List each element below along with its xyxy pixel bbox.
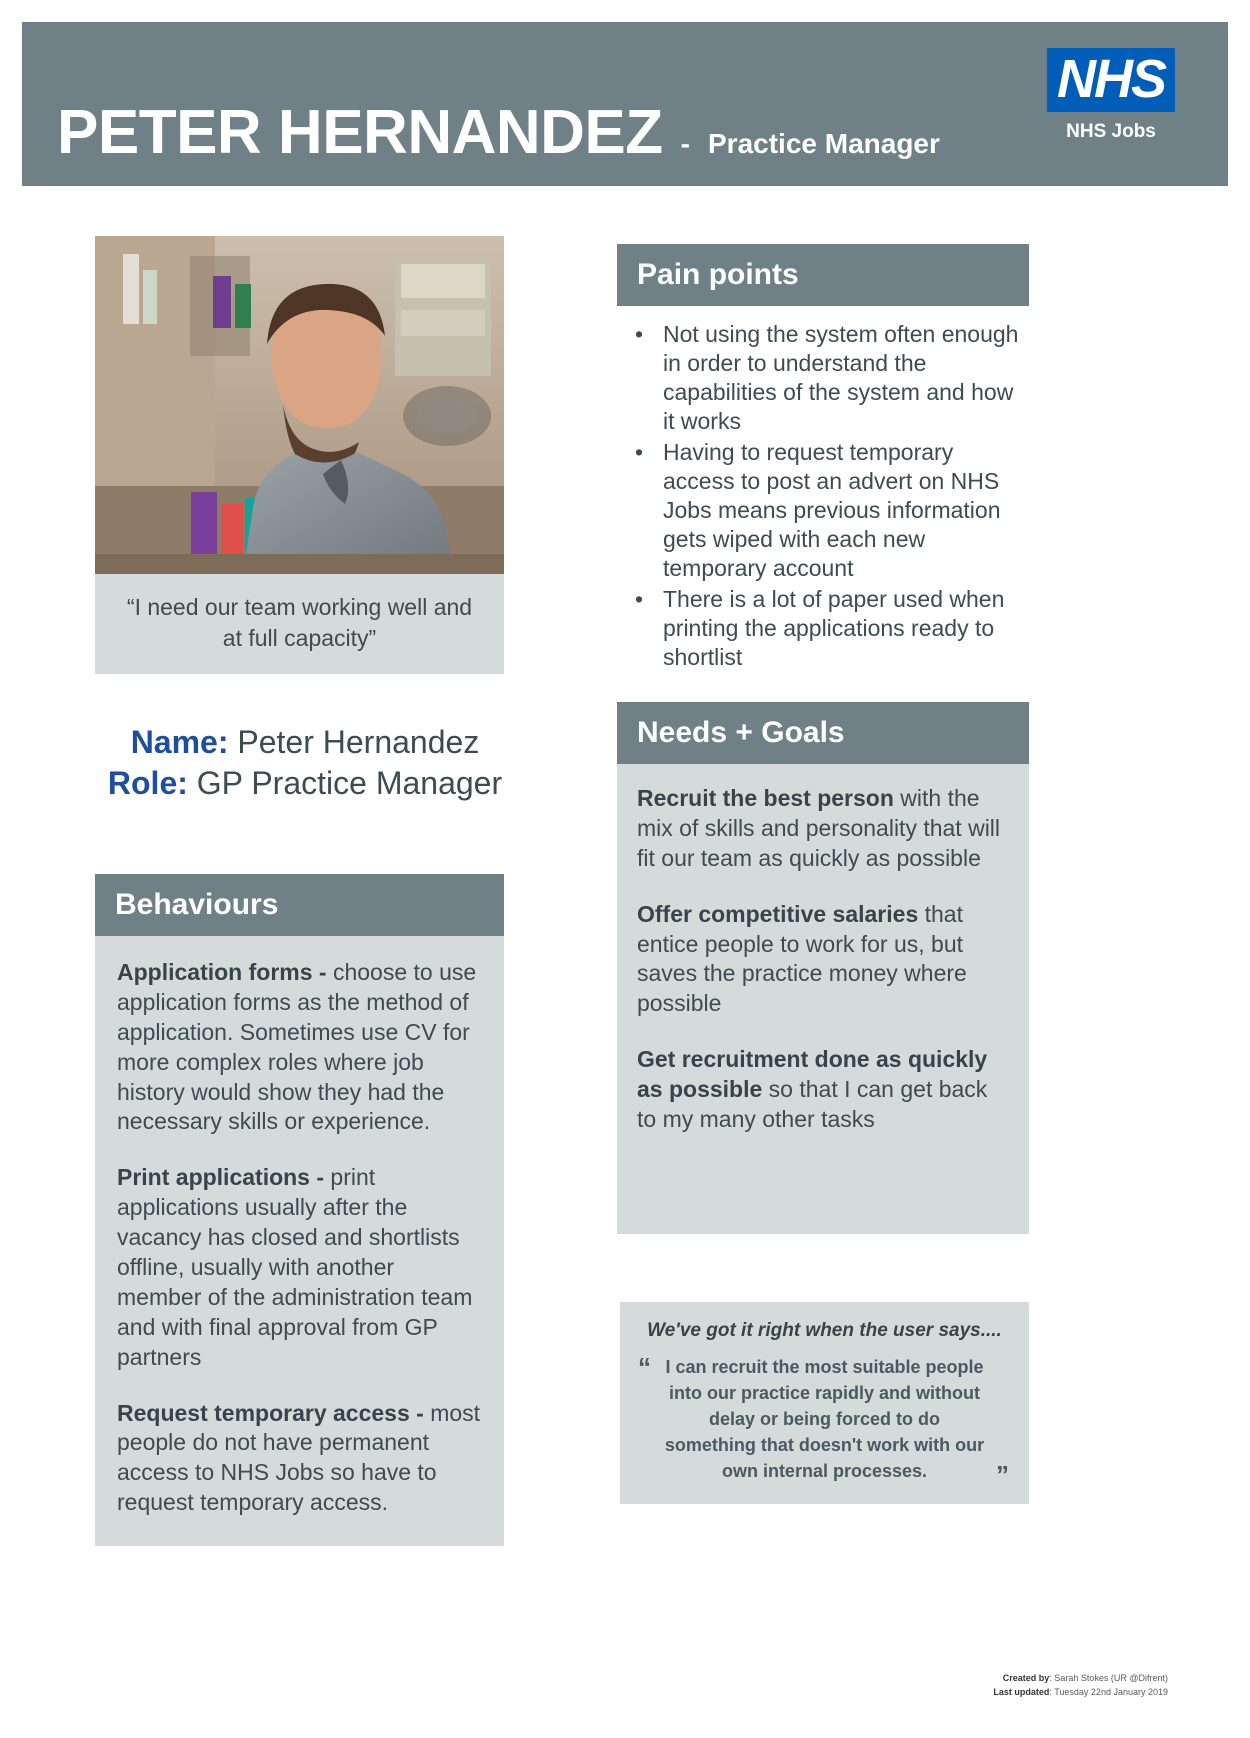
nhs-branding [1026, 48, 1196, 143]
needs-goals-panel [617, 702, 1029, 1234]
behaviour-lead: Application forms - [117, 959, 333, 985]
footer-created-value: : Sarah Stokes (UR @Difrent) [1049, 1673, 1168, 1683]
needs-goals-item [637, 900, 1009, 1020]
persona-identity [95, 722, 515, 804]
footer-updated-label: Last updated [993, 1686, 1050, 1697]
pain-point-item: • Having to request temporary access to post an advert on NHS Jobs means previous information gets wiped with each new temporary account [657, 438, 1019, 583]
behaviour-text: print applications usually after the vacancy has closed and shortlists offline, usually with another member of the administration team and with final approval from GP partners [117, 1164, 473, 1370]
footer-created-label: Created by [1002, 1673, 1050, 1683]
behaviour-text: most people do not have permanent access to NHS Jobs so have to request temporary access. [117, 1399, 481, 1516]
behaviours-panel [95, 874, 504, 1546]
persona-name-value: Peter Hernandez [237, 724, 480, 760]
needs-goals-lead: Recruit the best person [637, 785, 901, 811]
pain-points-title: Pain points [617, 244, 1029, 306]
behaviours-body [95, 936, 504, 1546]
needs-goals-text: with the mix of skills and personality that will fit our team as quickly as possible [637, 785, 1001, 871]
persona-photo-card [95, 236, 504, 674]
persona-role-line [95, 763, 515, 804]
needs-goals-lead: Offer competitive salaries [637, 900, 925, 927]
header-role-separator: - [680, 128, 690, 159]
success-statement-quote-row [638, 1352, 1009, 1491]
behaviour-lead: Print applications - [117, 1164, 331, 1191]
persona-photo-caption: “I need our team working well and at full capacity” [95, 574, 504, 674]
pain-points-list [617, 306, 1029, 684]
behaviour-lead: Request temporary access - [117, 1399, 431, 1426]
page-title: PETER HERNANDEZ [57, 98, 663, 167]
header-title-group [57, 98, 940, 167]
nhs-jobs-label: NHS Jobs [1066, 121, 1156, 142]
nhs-logo: NHS [1047, 48, 1175, 112]
footer-created-line [993, 1672, 1168, 1686]
needs-goals-text: so that I can get back to my many other tasks [637, 1076, 988, 1133]
behaviour-item [117, 1163, 482, 1372]
behaviour-item [117, 958, 482, 1137]
persona-photo [95, 236, 504, 574]
persona-role-label: Role: [107, 764, 188, 801]
footer-updated-line [993, 1686, 1168, 1700]
page-header [22, 22, 1228, 186]
header-role: Practice Manager [708, 128, 940, 159]
persona-photo-illustration [95, 236, 504, 574]
needs-goals-body [617, 764, 1029, 1234]
needs-goals-lead: Get recruitment done as quickly as possible [637, 1046, 988, 1103]
quote-close-icon: ” [996, 1460, 1009, 1491]
needs-goals-item [637, 784, 1009, 874]
needs-goals-text: that entice people to work for us, but saves the practice money where possible [637, 900, 967, 1017]
behaviour-item [117, 1399, 482, 1519]
persona-role-value: GP Practice Manager [196, 764, 503, 801]
footer-updated-value: : Tuesday 22nd January 2019 [1049, 1686, 1168, 1697]
needs-goals-title: Needs + Goals [617, 702, 1029, 764]
pain-point-item: • There is a lot of paper used when printing the applications ready to shortlist [657, 585, 1019, 672]
persona-name-line [95, 722, 515, 763]
success-statement-title: We've got it right when the user says.... [647, 1320, 1002, 1341]
footer-credit [993, 1672, 1168, 1699]
success-statement-panel [620, 1302, 1029, 1504]
behaviour-text: choose to use application forms as the method of application. Sometimes use CV for more complex roles where job history would show they had the necessary skills or experience. [117, 959, 477, 1135]
needs-goals-item [637, 1045, 1009, 1135]
persona-name-label: Name: [130, 724, 229, 760]
success-statement-quote: I can recruit the most suitable people into our practice rapidly and without delay or being forced to do something that doesn't work with our own internal processes. [664, 1357, 985, 1482]
quote-open-icon: “ [638, 1352, 651, 1382]
behaviours-title: Behaviours [95, 874, 504, 936]
pain-point-item: • Not using the system often enough in order to understand the capabilities of the system and how it works [657, 320, 1019, 436]
pain-points-panel [617, 244, 1029, 684]
